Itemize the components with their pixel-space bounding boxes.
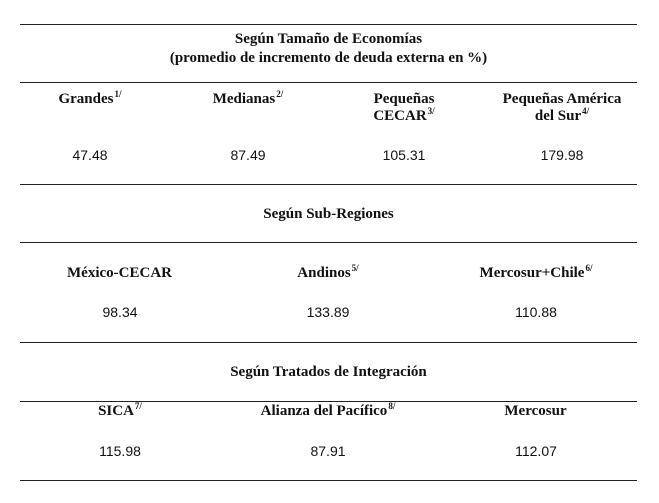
- footnote-ref: 2/: [276, 89, 284, 99]
- section2-col3-header: [480, 265, 593, 283]
- table-top-rule: [20, 24, 637, 25]
- section1-col2-header: [213, 91, 284, 109]
- section3-col1-header: [98, 403, 142, 421]
- section1-title-rule: [20, 82, 637, 83]
- section1-bottom-rule: [20, 184, 637, 185]
- section3-col1-value: 115.98: [99, 443, 141, 459]
- footnote-ref: 5/: [351, 263, 359, 273]
- footnote-ref: 4/: [582, 106, 590, 116]
- col-label: Mercosur: [504, 403, 567, 419]
- col-label: México-CECAR: [67, 265, 172, 281]
- section3-col2-header: [261, 403, 396, 421]
- section3-col2-value: 87.91: [310, 443, 346, 459]
- section2-col2-value: 133.89: [306, 304, 350, 320]
- section1-col4-value: 179.98: [540, 147, 584, 163]
- section2-title-rule: [20, 242, 637, 243]
- section1-title: [20, 30, 637, 68]
- col-label: Medianas: [212, 91, 276, 107]
- col-label: Andinos: [297, 265, 351, 281]
- footnote-ref: 6/: [585, 263, 593, 273]
- section3-col3-header: [504, 403, 567, 421]
- table-bottom-rule: [20, 480, 637, 481]
- footnote-ref: 7/: [134, 401, 142, 411]
- section1-col3-header: [373, 91, 434, 126]
- footnote-ref: 1/: [114, 89, 122, 99]
- col-label: Grandes: [58, 91, 114, 107]
- section1-title-line2: (promedio de incremento de deuda externa en %): [169, 50, 488, 66]
- section2-col1-value: 98.34: [102, 304, 138, 320]
- section2-col1-header: [67, 265, 173, 283]
- section2-col3-value: 110.88: [515, 304, 557, 320]
- section1-col4-header: [503, 91, 622, 126]
- section2-bottom-rule: [20, 342, 637, 343]
- section1-col2-value: 87.49: [230, 147, 266, 163]
- section2-col2-header: [297, 265, 358, 283]
- section1-col1-value: 47.48: [72, 147, 108, 163]
- col-label-line1: Pequeñas: [373, 91, 435, 107]
- section3-title-rule: [20, 401, 637, 402]
- section2-title: Según Sub-Regiones: [263, 206, 394, 222]
- col-label: SICA: [98, 403, 134, 419]
- col-label: Mercosur+Chile: [479, 265, 585, 281]
- footnote-ref: 3/: [427, 106, 435, 116]
- section3-col3-value: 112.07: [515, 443, 557, 459]
- footnote-ref: 8/: [388, 401, 396, 411]
- col-label-line1: Pequeñas América: [502, 91, 622, 107]
- section1-title-line1: Según Tamaño de Economías: [234, 31, 423, 47]
- section1-col3-value: 105.31: [382, 147, 426, 163]
- col-label-line2: del Sur: [534, 108, 582, 124]
- col-label: Alianza del Pacífico: [260, 403, 388, 419]
- section3-title: Según Tratados de Integración: [230, 364, 427, 380]
- section1-col1-header: [58, 91, 121, 109]
- col-label-line2: CECAR: [373, 108, 427, 124]
